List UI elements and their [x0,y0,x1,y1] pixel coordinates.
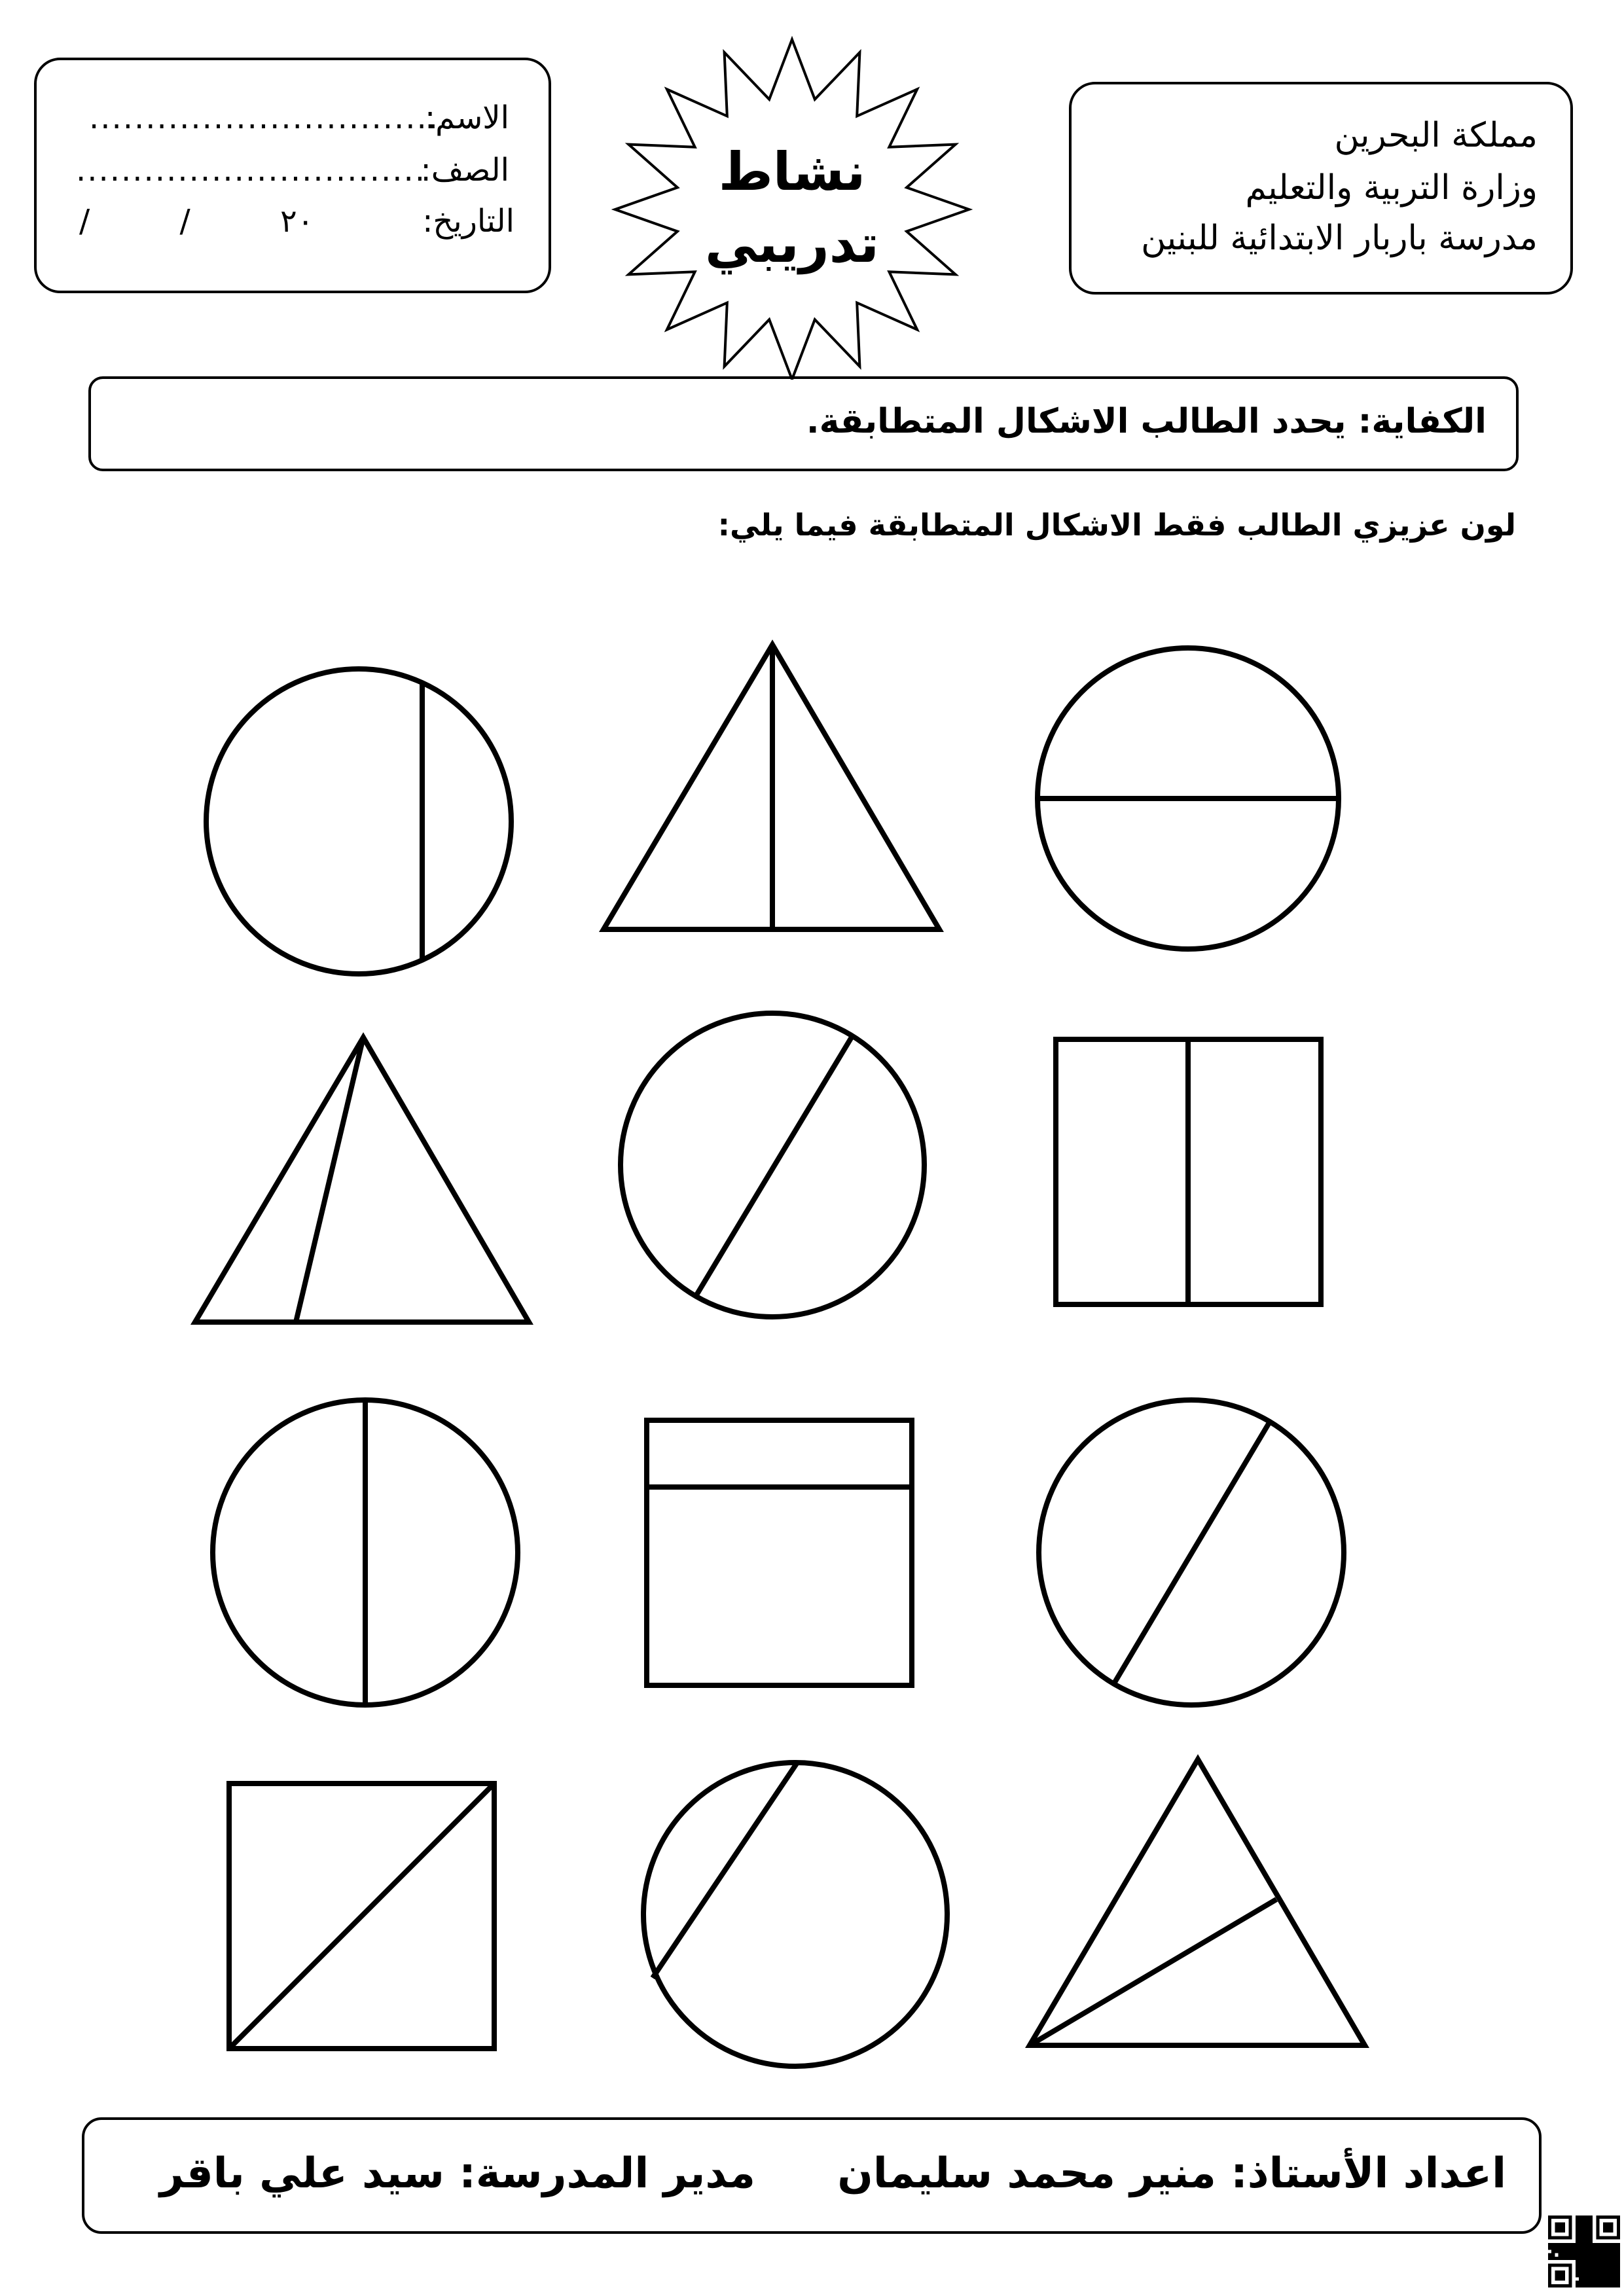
school-header-box [1069,82,1573,295]
competency-box [88,376,1519,471]
principal-name: مدير المدرسة: سيد علي باقر [160,2149,755,2198]
competency-label: الكفاية: [1358,402,1487,441]
competency-text: يحدد الطالب الاشكال المتطابقة. [806,402,1346,441]
name-field[interactable]: ............................... [89,99,439,136]
activity-badge [602,26,982,380]
school-name: مدرسة باربار الابتدائية للبنين [1141,219,1538,258]
shape-6-rectangle-halves[interactable] [1056,1039,1321,1304]
shape-10-square-diagonal[interactable] [229,1784,494,2049]
shape-12-triangle-oblique[interactable] [1030,1759,1365,2045]
shape-11-circle-chord[interactable] [643,1763,947,2066]
shape-7-circle-vertical-diameter[interactable] [213,1400,518,1705]
shape-8-square-top-strip[interactable] [647,1420,912,1685]
name-label: الاسم: [424,99,509,136]
class-label: الصف: [420,152,509,188]
competency-line [806,402,1487,441]
star-shape [615,39,969,379]
shape-4-triangle-oblique[interactable] [195,1037,529,1322]
school-ministry: وزارة التربية والتعليم [1245,168,1538,207]
qr-code-icon [1548,2215,1620,2287]
date-field[interactable]: / / ٢٠ [79,203,314,240]
teacher-name: اعداد الأستاذ: منير محمد سليمان [837,2149,1506,2198]
shapes-grid [0,589,1624,2114]
qr-code-cells [1548,2215,1620,2287]
student-info-box [34,58,551,293]
footer-box [82,2117,1542,2234]
shape-2-triangle-median[interactable] [604,645,939,929]
class-field[interactable]: ............................... [76,152,426,188]
date-label: التاريخ: [422,203,514,240]
shape-3-circle-horizontal-diameter[interactable] [1038,648,1339,949]
instruction-text: لون عزيزي الطالب فقط الاشكال المتطابقة فيما يلي: [717,507,1516,543]
shape-1-circle-vertical-offset[interactable] [206,669,511,974]
shape-5-circle-diagonal[interactable] [621,1013,924,1317]
shape-9-circle-diagonal[interactable] [1039,1400,1344,1705]
badge-line-2: تدريبي [705,213,879,274]
school-country: مملكة البحرين [1334,116,1538,155]
badge-line-1: نشاط [718,141,866,202]
